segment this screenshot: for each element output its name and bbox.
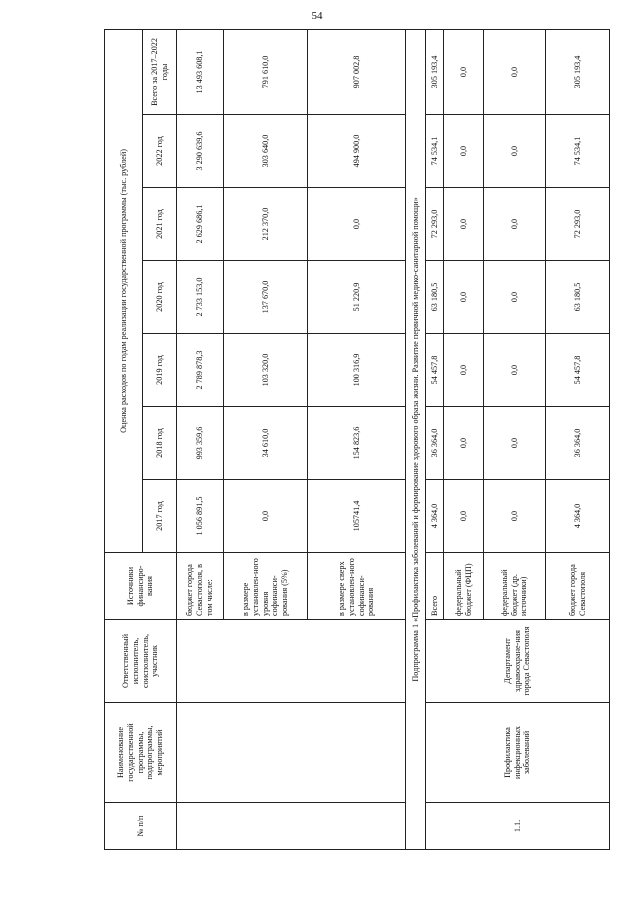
value-cell: 993 359,6 xyxy=(177,407,224,480)
total-cell: 0,0 xyxy=(444,29,484,114)
subprogram-title: Подпрограмма 1 «Профилактика заболеваний и формирование здорового образа жизни. Развитие первичной медико-санитарной помощи» xyxy=(406,29,426,849)
value-cell: 4 364,0 xyxy=(426,480,444,553)
table-row xyxy=(426,29,444,849)
header-year: 2022 год xyxy=(143,115,177,188)
header-year: 2019 год xyxy=(143,334,177,407)
value-cell: 0,0 xyxy=(484,115,546,188)
measure-executor: Департамент здравоохране-ния города Севастополя xyxy=(426,620,610,703)
value-cell: 74 534,1 xyxy=(546,115,610,188)
header-source: Источники финансиро-вания xyxy=(105,553,177,620)
value-cell: 36 364,0 xyxy=(546,407,610,480)
measure-name: Профилактика инфекционных заболеваний xyxy=(426,703,610,803)
value-cell: 0,0 xyxy=(224,480,308,553)
table-row xyxy=(177,29,224,849)
value-cell: 74 534,1 xyxy=(426,115,444,188)
value-cell: 72 293,0 xyxy=(546,188,610,261)
value-cell: 63 180,5 xyxy=(426,261,444,334)
value-cell: 0,0 xyxy=(484,188,546,261)
total-cell: 907 002,8 xyxy=(308,29,406,114)
value-cell: 212 370,0 xyxy=(224,188,308,261)
value-cell: 0,0 xyxy=(444,261,484,334)
header-year: 2017 год xyxy=(143,480,177,553)
header-year: 2018 год xyxy=(143,407,177,480)
value-cell: 72 293,0 xyxy=(426,188,444,261)
value-cell: 0,0 xyxy=(308,188,406,261)
value-cell: 105741,4 xyxy=(308,480,406,553)
source-cell: Всего xyxy=(426,553,444,620)
value-cell: 1 056 891,5 xyxy=(177,480,224,553)
source-cell: федеральный бюджет (ФЦП) xyxy=(444,553,484,620)
total-cell: 791 610,0 xyxy=(224,29,308,114)
value-cell: 0,0 xyxy=(444,480,484,553)
value-cell: 0,0 xyxy=(484,480,546,553)
total-cell: 13 493 608,1 xyxy=(177,29,224,114)
header-executor: Ответственный исполнитель, соисполнитель, участник xyxy=(105,620,177,703)
budget-table xyxy=(104,29,610,850)
value-cell: 0,0 xyxy=(444,407,484,480)
value-cell: 154 823,6 xyxy=(308,407,406,480)
value-cell: 0,0 xyxy=(484,261,546,334)
value-cell: 2 789 878,3 xyxy=(177,334,224,407)
value-cell: 34 610,0 xyxy=(224,407,308,480)
value-cell: 0,0 xyxy=(484,334,546,407)
header-group: Оценка расходов по годам реализации государственной программы (тыс. рублей) xyxy=(105,29,143,552)
value-cell: 63 180,5 xyxy=(546,261,610,334)
total-cell: 0,0 xyxy=(484,29,546,114)
page-number: 54 xyxy=(311,10,323,22)
header-total: Всего за 2017–2022 годы xyxy=(143,29,177,114)
value-cell: 3 290 639,6 xyxy=(177,115,224,188)
value-cell: 4 364,0 xyxy=(546,480,610,553)
empty-cell xyxy=(177,703,406,803)
source-cell: бюджет города Севастополя, в том числе: xyxy=(177,553,224,620)
header-year: 2020 год xyxy=(143,261,177,334)
header-year: 2021 год xyxy=(143,188,177,261)
total-cell: 305 193,4 xyxy=(546,29,610,114)
value-cell: 2 629 686,1 xyxy=(177,188,224,261)
value-cell: 0,0 xyxy=(444,334,484,407)
source-cell: в размере сверх установлен-ного софинанси-рования xyxy=(308,553,406,620)
value-cell: 54 457,8 xyxy=(426,334,444,407)
subprogram-row xyxy=(406,29,426,849)
value-cell: 51 220,9 xyxy=(308,261,406,334)
value-cell: 0,0 xyxy=(444,115,484,188)
value-cell: 100 316,9 xyxy=(308,334,406,407)
empty-cell xyxy=(177,803,406,850)
header-row-1 xyxy=(105,29,143,849)
value-cell: 36 364,0 xyxy=(426,407,444,480)
total-cell: 305 193,4 xyxy=(426,29,444,114)
value-cell: 303 640,0 xyxy=(224,115,308,188)
measure-number: 1.1. xyxy=(426,803,610,850)
value-cell: 0,0 xyxy=(484,407,546,480)
header-name: Наименование государственной программы, подпрограммы, мероприятий xyxy=(105,703,177,803)
source-cell: бюджет города Севастополя xyxy=(546,553,610,620)
source-cell: в размере установлен-ного уровня софинанси-рования (5%) xyxy=(224,553,308,620)
value-cell: 494 900,0 xyxy=(308,115,406,188)
value-cell: 137 670,0 xyxy=(224,261,308,334)
rotated-table-wrapper xyxy=(104,30,609,850)
header-no: № п/п xyxy=(105,803,177,850)
empty-cell xyxy=(177,620,406,703)
value-cell: 2 733 153,0 xyxy=(177,261,224,334)
source-cell: федеральный бюджет (др. источники) xyxy=(484,553,546,620)
value-cell: 0,0 xyxy=(444,188,484,261)
value-cell: 103 320,0 xyxy=(224,334,308,407)
value-cell: 54 457,8 xyxy=(546,334,610,407)
